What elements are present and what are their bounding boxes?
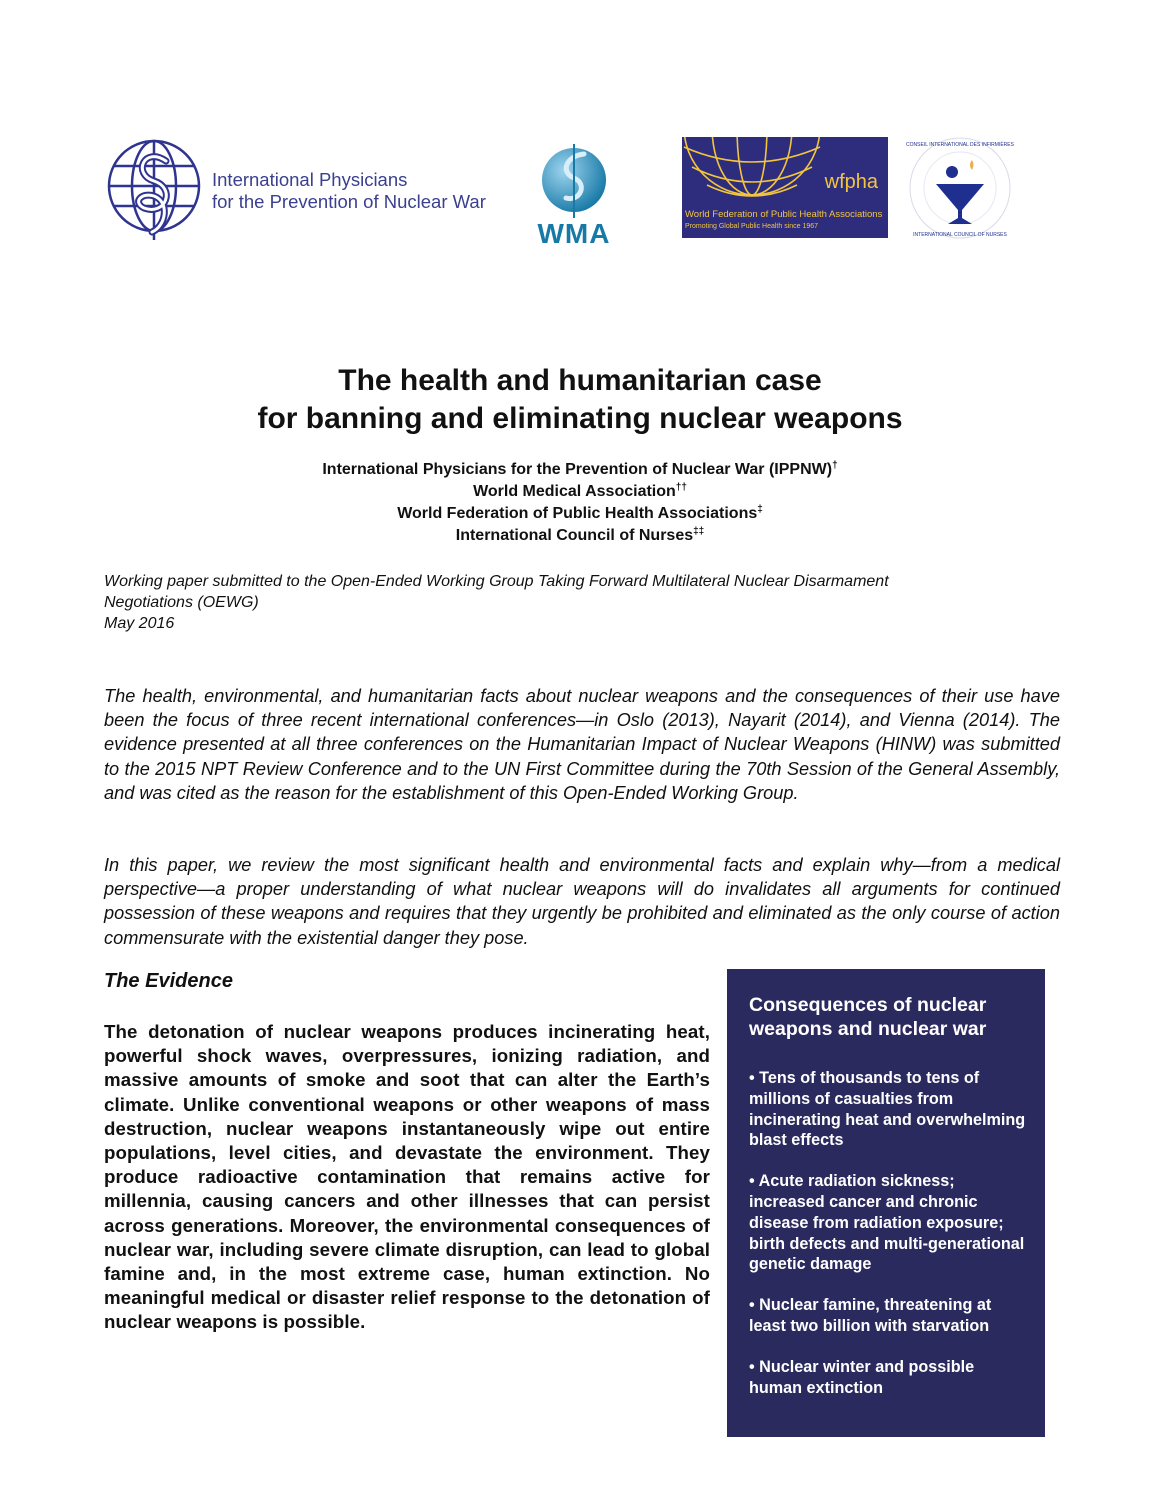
author-name: International Physicians for the Prevention of Nuclear War (IPPNW)	[322, 461, 833, 478]
ippnw-line2: for the Prevention of Nuclear War	[212, 191, 486, 212]
ippnw-line1: International Physicians	[212, 169, 408, 190]
sidebar-bullet: • Acute radiation sickness; increased cancer and chronic disease from radiation exposure; birth defects and multi-generational genetic damage	[749, 1172, 1025, 1274]
author-name: World Medical Association	[473, 483, 676, 500]
evidence-paragraph: The detonation of nuclear weapons produces incinerating heat, powerful shock waves, overpressures, ionizing radiation, and massive amounts of smoke and soot that can alter the Earth’s climate. Unlike conventional weapons or other weapons of mass destruction, nuclear weapons instantaneously wipe out entire populations, level cities, and devastate the environment. They produce radioactive contamination that remains active for millennia, causing cancers and other illnesses that can persist across generations. Moreover, the environmental consequences of nuclear war, including severe climate disruption, can lead to global famine and, in the most extreme case, human extinction. No meaningful medical or disaster relief response to the detonation of nuclear weapons is possible.	[104, 1021, 710, 1333]
footnote-mark: ‡	[757, 504, 763, 515]
sidebar-heading: Consequences of nuclear weapons and nuclear war	[749, 994, 987, 1040]
wma-logo	[514, 138, 634, 249]
footnote-mark: †	[832, 460, 838, 471]
intro-paragraph-1: The health, environmental, and humanitarian facts about nuclear weapons and the consequences of their use have been the focus of three recent international conferences—in Oslo (2013), Nayarit (2014), and Vienna (2014). The evidence presented at all three conferences on the Humanitarian Impact of Nuclear Weapons (HINW) was submitted to the 2015 NPT Review Conference and to the UN First Committee during the 70th Session of the General Assembly, and was cited as the reason for the establishment of this Open-Ended Working Group.	[104, 686, 1060, 803]
title-line-2: for banning and eliminating nuclear weapons	[257, 402, 903, 435]
wfpha-abbr: wfpha	[824, 171, 878, 193]
author-item	[0, 525, 1160, 547]
ippnw-logo	[104, 136, 524, 240]
footnote-mark: ††	[675, 482, 687, 493]
caduceus-sphere-icon	[514, 138, 634, 220]
author-item	[0, 481, 1160, 503]
caduceus-globe-icon	[104, 136, 204, 240]
wfpha-name: World Federation of Public Health Associations	[685, 209, 883, 220]
author-item	[0, 503, 1160, 525]
title-line-1: The health and humanitarian case	[338, 364, 822, 397]
wfpha-tagline: Promoting Global Public Health since 1967	[685, 223, 819, 230]
document-date: May 2016	[104, 615, 175, 632]
wfpha-logo	[682, 137, 888, 238]
ippnw-wordmark	[212, 169, 486, 213]
svg-text:INTERNATIONAL COUNCIL OF NURSE: INTERNATIONAL COUNCIL OF NURSES	[913, 232, 1007, 238]
wma-wordmark: WMA	[537, 218, 611, 249]
subtitle-line-1: Working paper submitted to the Open-Ended Working Group Taking Forward Multilateral Nuclear Disarmament	[104, 573, 889, 590]
subtitle-line-2: Negotiations (OEWG)	[104, 594, 259, 611]
lamp-cup-icon	[906, 134, 1014, 242]
svg-text:CONSEIL INTERNATIONAL DES INFI: CONSEIL INTERNATIONAL DES INFIRMIÈRES	[906, 142, 1014, 148]
working-paper-note	[104, 571, 1054, 634]
author-name: International Council of Nurses	[455, 527, 694, 544]
consequences-sidebar	[727, 969, 1045, 1437]
intro-paragraph-2: In this paper, we review the most significant health and environmental facts and explain why—from a medical perspective—a proper understanding of what nuclear weapons will do invalidates all arguments for continued possession of these weapons and requires that they urgently be prohibited and eliminated as the only course of action commensurate with the existential danger they pose.	[104, 855, 1060, 948]
sidebar-bullet: • Nuclear winter and possible human extinction	[749, 1357, 975, 1397]
icn-logo	[906, 134, 1014, 242]
page-title	[0, 362, 1160, 438]
author-name: World Federation of Public Health Associations	[397, 505, 758, 522]
section-heading: The Evidence	[104, 970, 233, 992]
footnote-mark: ‡‡	[693, 526, 705, 537]
sidebar-bullet: • Nuclear famine, threatening at least two billion with starvation	[749, 1296, 992, 1335]
author-list	[0, 459, 1160, 547]
sidebar-bullet: • Tens of thousands to tens of millions of casualties from incinerating heat and overwhelming blast effects	[749, 1069, 1026, 1150]
logo-bar	[100, 130, 1020, 249]
author-item	[0, 459, 1160, 481]
